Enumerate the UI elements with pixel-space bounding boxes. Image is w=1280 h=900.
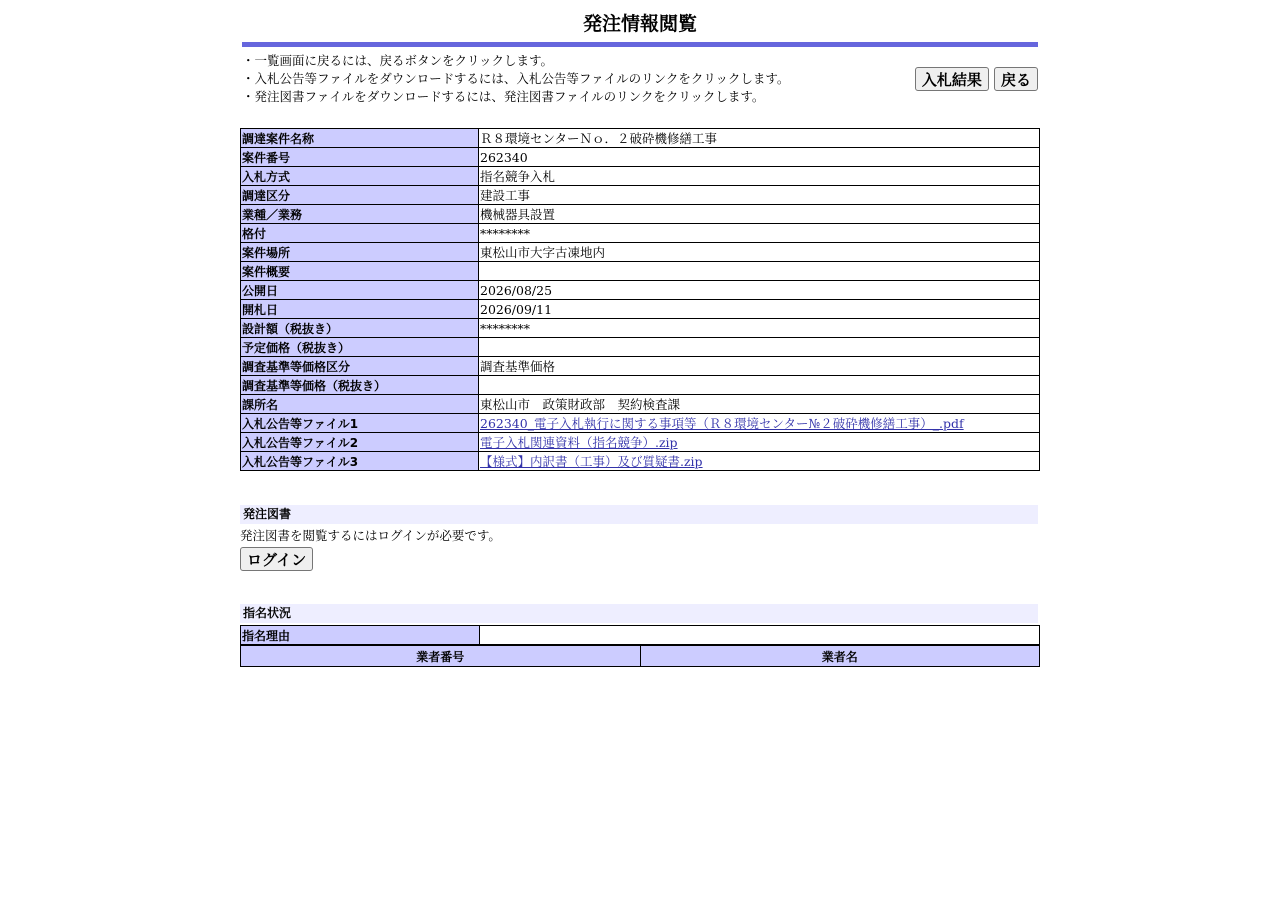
file-cell xyxy=(479,452,1040,471)
row-label: 設計額（税抜き） xyxy=(241,319,479,338)
table-row xyxy=(241,338,1040,357)
row-label: 調査基準等価格（税抜き） xyxy=(241,376,479,395)
row-label: 調達区分 xyxy=(241,186,479,205)
row-label: 公開日 xyxy=(241,281,479,300)
row-value: 東松山市 政策財政部 契約検査課 xyxy=(479,395,1040,414)
file-cell xyxy=(479,414,1040,433)
nomination-reason-label: 指名理由 xyxy=(241,626,480,645)
instruction-notice-download: ・入札公告等ファイルをダウンロードするには、入札公告等ファイルのリンクをクリックします。 xyxy=(242,71,790,86)
row-label: 調達案件名称 xyxy=(241,129,479,148)
file-label: 入札公告等ファイル1 xyxy=(241,414,479,433)
row-value: 2026/08/25 xyxy=(479,281,1040,300)
table-row xyxy=(241,395,1040,414)
top-button-group xyxy=(915,67,1038,91)
row-value: 建設工事 xyxy=(479,186,1040,205)
row-value: Ｒ８環境センターＮｏ．２破砕機修繕工事 xyxy=(479,129,1040,148)
notice-file-link-3[interactable]: 【様式】内訳書（工事）及び質疑書.zip xyxy=(480,454,703,469)
table-row xyxy=(241,205,1040,224)
row-value: 262340 xyxy=(479,148,1040,167)
table-row xyxy=(241,357,1040,376)
row-label: 調査基準等価格区分 xyxy=(241,357,479,376)
table-row xyxy=(241,319,1040,338)
row-label: 格付 xyxy=(241,224,479,243)
instruction-back: ・一覧画面に戻るには、戻るボタンをクリックします。 xyxy=(242,53,554,68)
row-label: 業種／業務 xyxy=(241,205,479,224)
vendor-table xyxy=(240,645,1040,667)
row-value xyxy=(479,338,1040,357)
login-required-message: 発注図書を閲覧するにはログインが必要です。 xyxy=(240,528,501,543)
table-row xyxy=(241,300,1040,319)
bid-results-button[interactable]: 入札結果 xyxy=(915,67,989,91)
nomination-reason-table xyxy=(240,625,1040,645)
instruction-drawings-download: ・発注図書ファイルをダウンロードするには、発注図書ファイルのリンクをクリックします。 xyxy=(242,89,765,104)
drawings-section-header: 発注図書 xyxy=(240,505,1038,524)
row-label: 案件場所 xyxy=(241,243,479,262)
vendor-number-header: 業者番号 xyxy=(241,646,641,667)
nomination-reason-value xyxy=(480,626,1040,645)
row-value: 機械器具設置 xyxy=(479,205,1040,224)
file-cell xyxy=(479,433,1040,452)
row-value xyxy=(479,262,1040,281)
row-value: 2026/09/11 xyxy=(479,300,1040,319)
file-label: 入札公告等ファイル2 xyxy=(241,433,479,452)
row-value: ******** xyxy=(479,319,1040,338)
row-value: 指名競争入札 xyxy=(479,167,1040,186)
row-label: 入札方式 xyxy=(241,167,479,186)
row-value: ******** xyxy=(479,224,1040,243)
row-label: 案件番号 xyxy=(241,148,479,167)
table-row xyxy=(241,433,1040,452)
table-row xyxy=(241,281,1040,300)
table-row xyxy=(241,167,1040,186)
back-button[interactable]: 戻る xyxy=(994,67,1038,91)
instructions-area xyxy=(240,47,1040,115)
vendor-name-header: 業者名 xyxy=(640,646,1040,667)
row-label: 予定価格（税抜き） xyxy=(241,338,479,357)
table-row xyxy=(241,224,1040,243)
table-row xyxy=(241,148,1040,167)
row-label: 案件概要 xyxy=(241,262,479,281)
table-row xyxy=(241,414,1040,433)
table-row xyxy=(241,262,1040,281)
table-row xyxy=(241,452,1040,471)
vendor-table-header xyxy=(241,646,1040,667)
page-title: 発注情報閲覧 xyxy=(582,13,697,35)
table-row xyxy=(241,243,1040,262)
page-container xyxy=(240,0,1040,667)
row-value: 調査基準価格 xyxy=(479,357,1040,376)
notice-file-link-1[interactable]: 262340_電子入札執行に関する事項等（Ｒ８環境センター№２破砕機修繕工事）_.pdf xyxy=(480,416,964,431)
row-value xyxy=(479,376,1040,395)
order-details-table xyxy=(240,128,1040,471)
table-row xyxy=(241,129,1040,148)
nomination-section-header: 指名状況 xyxy=(240,604,1038,623)
row-label: 課所名 xyxy=(241,395,479,414)
login-button[interactable]: ログイン xyxy=(240,547,313,571)
file-label: 入札公告等ファイル3 xyxy=(241,452,479,471)
table-row xyxy=(241,376,1040,395)
table-row xyxy=(241,626,1040,645)
row-value: 東松山市大字古凍地内 xyxy=(479,243,1040,262)
table-row xyxy=(241,186,1040,205)
row-label: 開札日 xyxy=(241,300,479,319)
notice-file-link-2[interactable]: 電子入札関連資料（指名競争）.zip xyxy=(480,435,678,450)
